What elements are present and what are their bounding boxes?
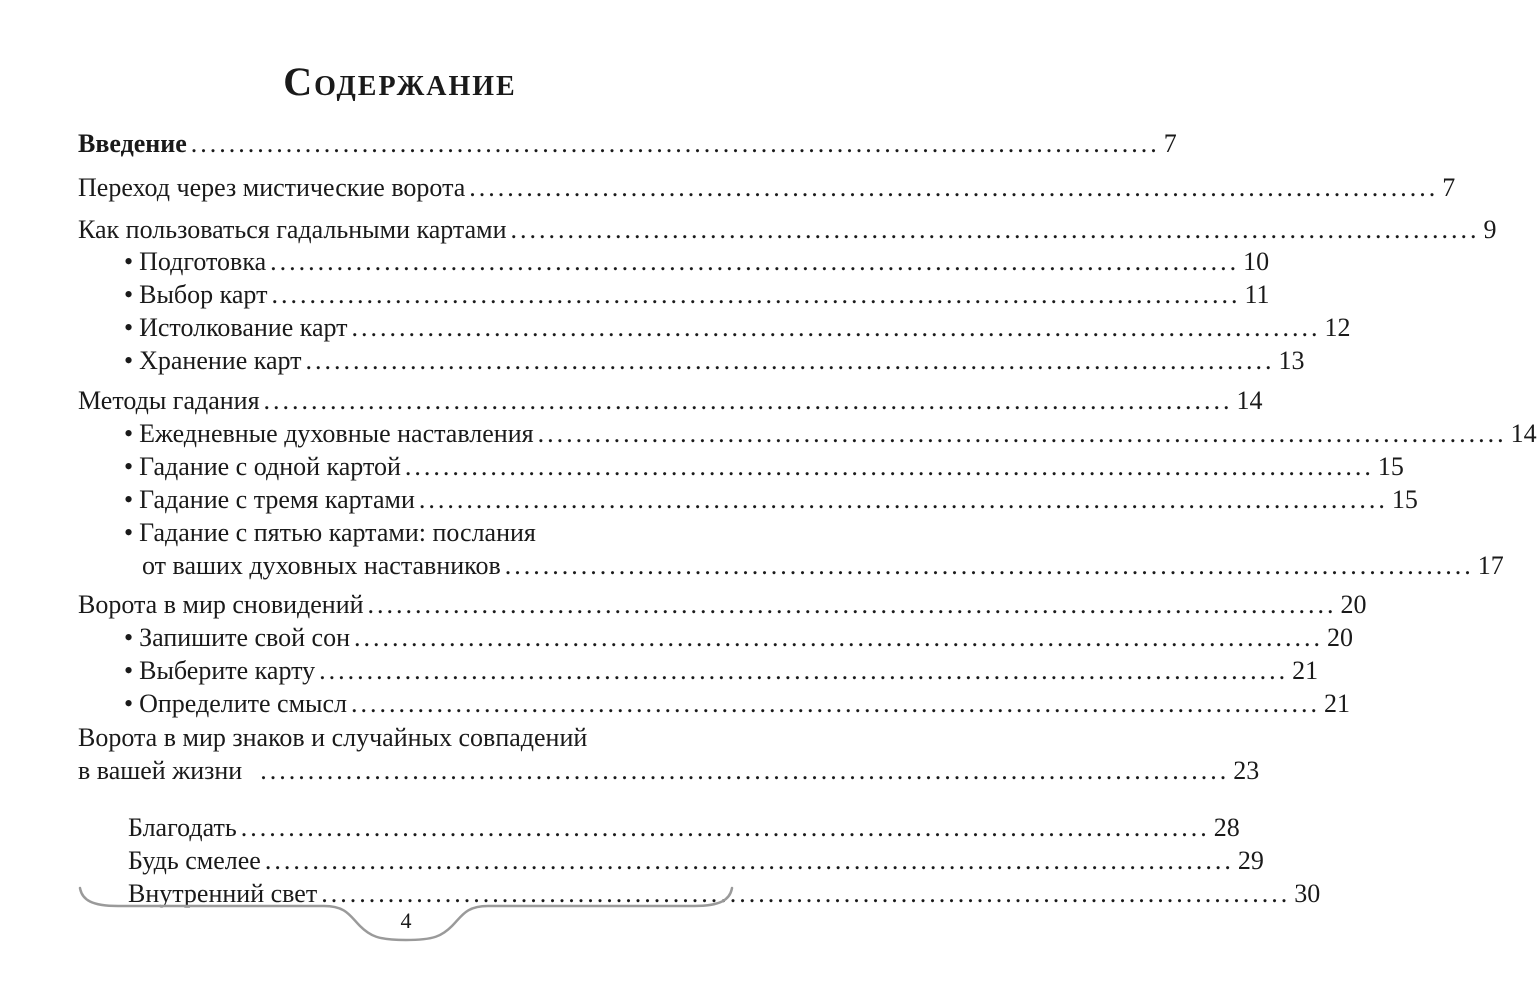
bullet-icon: • <box>124 346 134 375</box>
toc-entry-title: Благодать <box>128 813 237 842</box>
toc-entry[interactable] <box>78 843 1264 879</box>
bullet-icon: • <box>124 452 134 481</box>
toc-entry[interactable] <box>78 126 1177 162</box>
toc-page-number: 14 <box>1510 419 1537 448</box>
bullet-icon: • <box>124 656 134 685</box>
toc-entry[interactable] <box>78 170 1456 206</box>
toc-entry-title: Ежедневные духовные наставления <box>139 419 534 448</box>
toc-entry[interactable] <box>78 810 1240 846</box>
toc-entry-title: Подготовка <box>139 247 267 276</box>
toc-subentry[interactable] <box>78 343 1305 379</box>
toc-entry-line[interactable] <box>78 720 587 756</box>
toc-page-number: 28 <box>1213 813 1240 842</box>
dot-leader: ...................................................................................................... <box>190 129 1160 158</box>
toc-page-number: 21 <box>1292 656 1319 685</box>
toc-entry-title: Внутренний свет <box>128 879 318 908</box>
toc-subentry[interactable] <box>78 244 1270 280</box>
toc-entry-title: от ваших духовных наставников <box>142 551 501 580</box>
toc-entry[interactable] <box>78 753 1260 789</box>
toc-entry-title: Методы гадания <box>78 386 260 415</box>
toc-subentry[interactable] <box>78 482 1418 518</box>
page-number: 4 <box>400 908 412 933</box>
toc-page-number: 20 <box>1327 623 1354 652</box>
toc-page-number: 17 <box>1477 551 1504 580</box>
toc-entry-title: Гадание с тремя картами <box>139 485 415 514</box>
toc-page-number: 29 <box>1237 846 1264 875</box>
dot-leader: ...................................................................................................... <box>263 386 1233 415</box>
dot-leader: ...................................................................................................... <box>469 173 1439 202</box>
toc-entry-title: Выберите карту <box>139 656 316 685</box>
toc-entry-title: Ворота в мир знаков и случайных совпадений <box>78 723 588 752</box>
toc-entry-title: Гадание с одной картой <box>139 452 401 481</box>
toc-page-number: 21 <box>1324 689 1351 718</box>
toc-entry-title: Запишите свой сон <box>139 623 351 652</box>
toc-subentry[interactable] <box>78 310 1351 346</box>
toc-page-number: 7 <box>1442 173 1456 202</box>
toc-page-number: 7 <box>1163 129 1177 158</box>
bullet-icon: • <box>124 247 134 276</box>
toc-page-number: 20 <box>1340 590 1367 619</box>
toc-entry[interactable] <box>78 587 1367 623</box>
dot-leader: ...................................................................................................... <box>305 346 1275 375</box>
page-footer <box>78 886 734 946</box>
bullet-icon: • <box>124 485 134 514</box>
toc-entry-title: Ворота в мир сновидений <box>78 590 364 619</box>
bullet-icon: • <box>124 280 134 309</box>
toc-page-number: 15 <box>1391 485 1418 514</box>
bullet-icon: • <box>124 689 134 718</box>
toc-page-number: 23 <box>1233 756 1260 785</box>
toc-page-number: 14 <box>1236 386 1263 415</box>
dot-leader: ...................................................................................................... <box>240 813 1210 842</box>
toc-subentry[interactable] <box>78 686 1351 722</box>
dot-leader: ...................................................................................................... <box>418 485 1388 514</box>
toc-page-number: 12 <box>1324 313 1351 342</box>
toc-entry-title: Гадание с пятью картами: послания <box>139 518 536 547</box>
toc-entry[interactable] <box>78 383 1263 419</box>
toc-subentry[interactable] <box>78 653 1319 689</box>
toc-page-number: 11 <box>1244 280 1270 309</box>
toc-entry-title: Переход через мистические ворота <box>78 173 466 202</box>
bullet-icon: • <box>124 518 134 547</box>
dot-leader: ...................................................................................................... <box>271 280 1241 309</box>
bullet-icon: • <box>124 313 134 342</box>
toc-entry-title: Будь смелее <box>128 846 261 875</box>
dot-leader: ...................................................................................................... <box>270 247 1240 276</box>
dot-leader: ...................................................................................................... <box>354 623 1324 652</box>
toc-entry-title: Введение <box>78 129 187 158</box>
toc-entry-title: Истолкование карт <box>139 313 348 342</box>
dot-leader: ...................................................................................................... <box>351 689 1321 718</box>
toc-entry-title: Выбор карт <box>139 280 268 309</box>
dot-leader: ...................................................................................................... <box>264 846 1234 875</box>
bullet-icon: • <box>124 623 134 652</box>
dot-leader: ...................................................................................................... <box>321 879 1291 908</box>
dot-leader: ...................................................................................................... <box>504 551 1474 580</box>
toc-page-number: 15 <box>1377 452 1404 481</box>
bullet-icon: • <box>124 419 134 448</box>
page-title: Содержание <box>283 59 517 104</box>
toc-subentry[interactable] <box>78 277 1270 313</box>
toc-subentry[interactable] <box>78 416 1537 452</box>
dot-leader: ...................................................................................................... <box>367 590 1337 619</box>
toc-subentry[interactable] <box>78 620 1354 656</box>
toc-page-number: 9 <box>1483 215 1497 244</box>
dot-leader: ...................................................................................................... <box>319 656 1289 685</box>
toc-entry-title: в вашей жизни <box>78 756 243 785</box>
toc-entry-title: Определите смысл <box>139 689 348 718</box>
toc-subentry[interactable] <box>78 548 1504 584</box>
dot-leader: ...................................................................................................... <box>260 756 1230 785</box>
toc-entry-title: Хранение карт <box>139 346 302 375</box>
toc-subentry-line[interactable] <box>124 515 536 551</box>
toc-page-number: 13 <box>1278 346 1305 375</box>
dot-leader: ...................................................................................................... <box>351 313 1321 342</box>
toc-entry-title: Как пользоваться гадальными картами <box>78 215 507 244</box>
toc-page-number: 10 <box>1243 247 1270 276</box>
toc-page-number: 30 <box>1294 879 1321 908</box>
toc-subentry[interactable] <box>78 449 1404 485</box>
dot-leader: ...................................................................................................... <box>537 419 1507 448</box>
dot-leader: ...................................................................................................... <box>510 215 1480 244</box>
dot-leader: ...................................................................................................... <box>404 452 1374 481</box>
toc-entry[interactable] <box>78 212 1497 248</box>
